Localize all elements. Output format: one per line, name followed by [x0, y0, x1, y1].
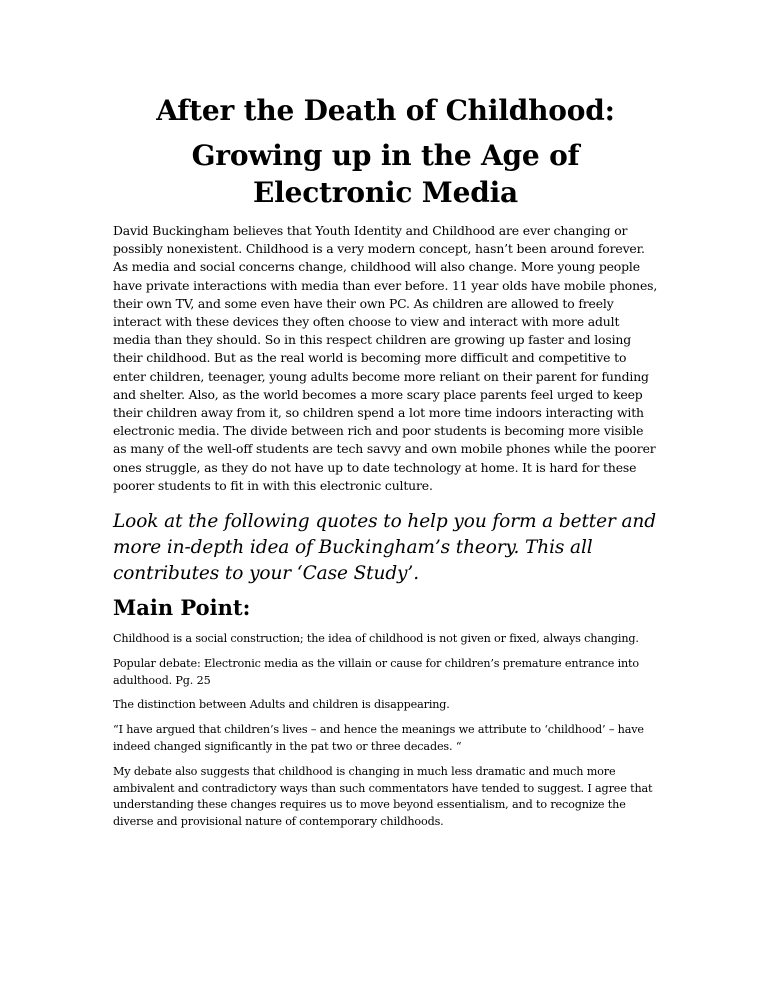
- main-point-heading: Main Point:: [113, 595, 251, 621]
- main-point-paragraph: Popular debate: Electronic media as the villain or cause for children’s premature entrance into adulthood. Pg. 25: [113, 656, 639, 687]
- main-point-paragraph: My debate also suggests that childhood is changing in much less dramatic and much more ambivalent and contradictory ways than such commentators have tended to suggest. I agree that understanding these changes requires us to move beyond essentialism, and to recognize the diverse and provisional nature of contemporary childhoods.: [113, 764, 653, 829]
- main-point-paragraph: Childhood is a social construction; the idea of childhood is not given or fixed, always changing.: [113, 632, 639, 646]
- document-title-line-1: After the Death of Childhood:: [156, 94, 615, 127]
- quote-instructions: Look at the following quotes to help you form a better and more in-depth idea of Buckingham’s theory. This all contributes to your ‘Case Study’.: [113, 511, 656, 585]
- document-page: [113, 92, 658, 831]
- main-point-list: [113, 631, 658, 831]
- intro-paragraph: David Buckingham believes that Youth Identity and Childhood are ever changing or possibly nonexistent. Childhood is a very modern concept, hasn’t been around forever. As media and social concerns change, childhood will also change. More young people have private interactions with media than ever before. 11 year olds have mobile phones, their own TV, and some even have their own PC. As children are allowed to freely interact with these devices they often choose to view and interact with more adult media than they should. So in this respect children are growing up faster and losing their childhood. But as the real world is becoming more difficult and competitive to enter children, teenager, young adults become more reliant on their parent for funding and shelter. Also, as the world becomes a more scary place parents feel urged to keep their children away from it, so children spend a lot more time indoors interacting with electronic media. The divide between rich and poor students is becoming more visible as many of the well-off students are tech savvy and own mobile phones while the poorer ones struggle, as they do not have up to date technology at home. It is hard for these poorer students to fit in with this electronic culture.: [113, 223, 658, 493]
- main-point-paragraph: The distinction between Adults and children is disappearing.: [113, 698, 450, 712]
- main-point-paragraph: “I have argued that children’s lives – and hence the meanings we attribute to ‘childhood’ – have indeed changed significantly in the pat two or three decades. “: [113, 723, 644, 754]
- document-title-line-2: Growing up in the Age of Electronic Media: [191, 139, 580, 209]
